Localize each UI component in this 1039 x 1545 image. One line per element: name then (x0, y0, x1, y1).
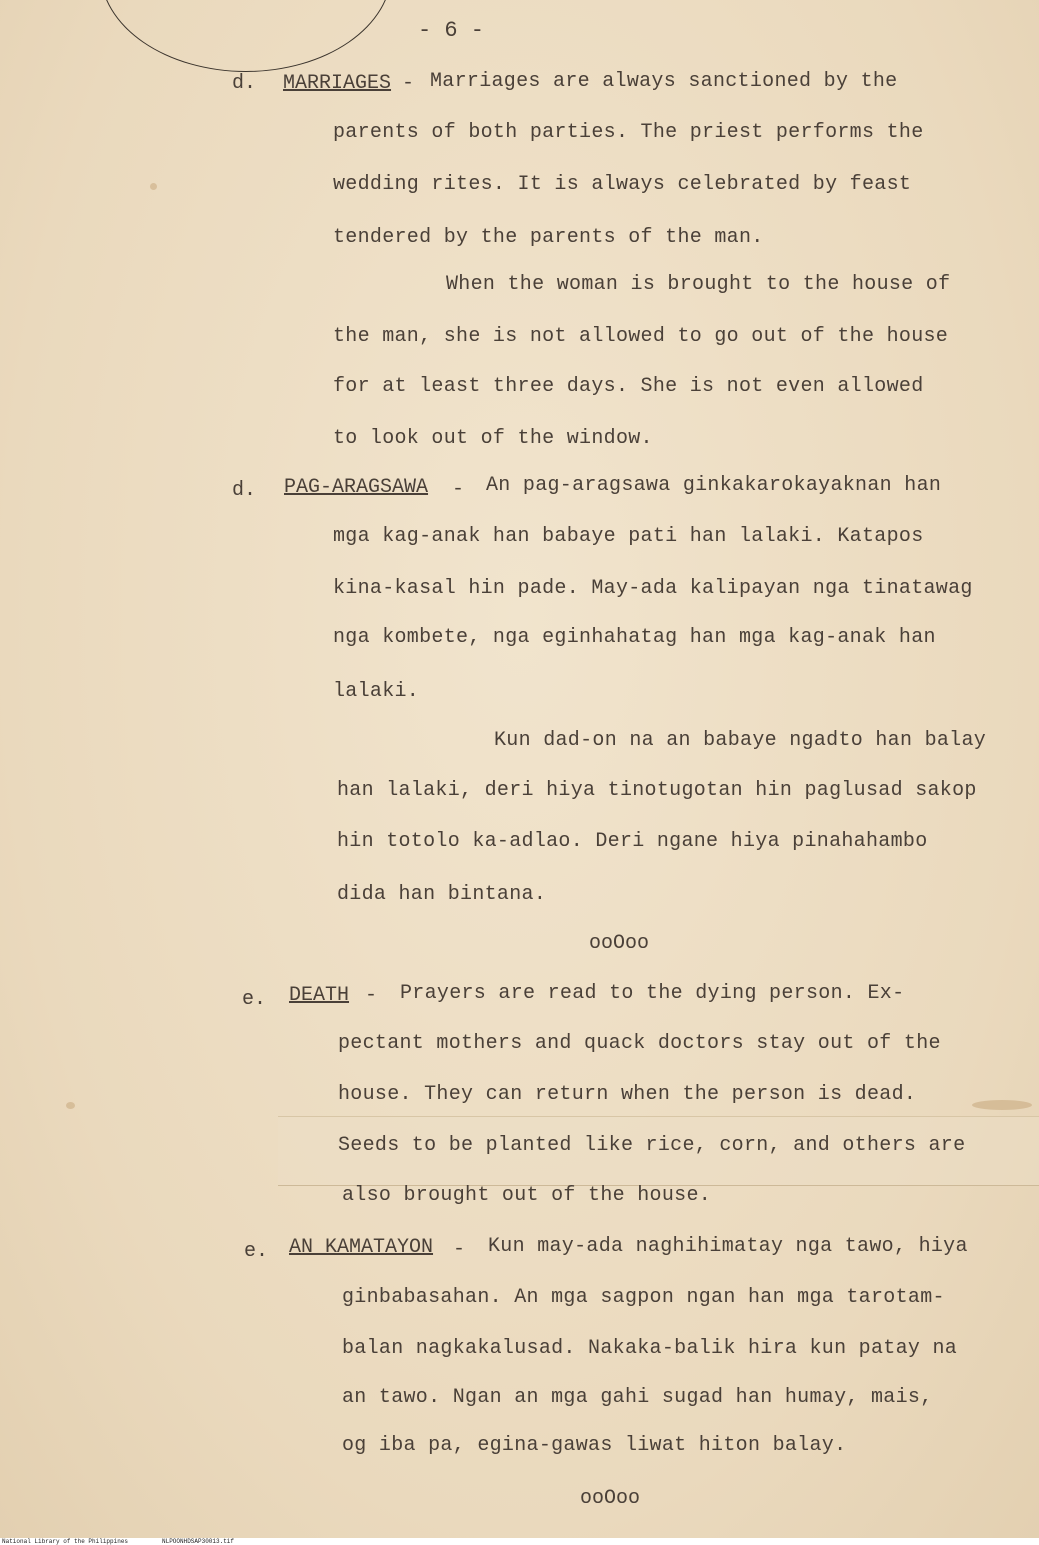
scan-footer (0, 1538, 1039, 1545)
text-line: dida han bintana. (337, 883, 547, 906)
text-line: Kun dad-on na an babaye ngadto han balay (494, 729, 987, 752)
text-line: wedding rites. It is always celebrated by feast (333, 173, 912, 196)
text-line: nga kombete, nga eginhahatag han mga kag-anak han (333, 626, 936, 649)
paper-stain (66, 1102, 75, 1109)
section-heading: MARRIAGES (283, 72, 392, 95)
text-line: Seeds to be planted like rice, corn, and others are (338, 1134, 966, 1157)
section-separator: ooOoo (589, 932, 650, 955)
text-line: balan nagkakalusad. Nakaka-balik hira kun patay na (342, 1337, 958, 1360)
section-dash: - (453, 1238, 466, 1261)
text-line: pectant mothers and quack doctors stay out of the (338, 1032, 941, 1055)
paper-stain (972, 1100, 1032, 1110)
text-line: lalaki. (333, 680, 420, 703)
text-line: an tawo. Ngan an mga gahi sugad han humay, mais, (342, 1386, 933, 1409)
text-line: Kun may-ada naghihimatay nga tawo, hiya (488, 1235, 968, 1258)
section-letter: d. (232, 479, 257, 502)
text-line: hin totolo ka-adlao. Deri ngane hiya pinahahambo (337, 830, 928, 853)
text-line: for at least three days. She is not even allowed (333, 375, 924, 398)
text-line: parents of both parties. The priest performs the (333, 121, 924, 144)
text-line: to look out of the window. (333, 427, 653, 450)
text-line: tendered by the parents of the man. (333, 226, 764, 249)
text-line: When the woman is brought to the house of (446, 273, 951, 296)
text-line: An pag-aragsawa ginkakarokayaknan han (486, 474, 942, 497)
text-line: han lalaki, deri hiya tinotugotan hin paglusad sakop (337, 779, 977, 802)
section-dash: - (365, 984, 378, 1007)
section-heading: DEATH (289, 984, 350, 1007)
section-letter: d. (232, 72, 257, 95)
footer-source: National Library of the Philippines (2, 1538, 129, 1545)
text-line: the man, she is not allowed to go out of the house (333, 325, 949, 348)
section-dash: - (402, 72, 415, 95)
pencil-arc-mark (100, 0, 392, 72)
text-line: ginbabasahan. An mga sagpon ngan han mga tarotam- (342, 1286, 945, 1309)
section-letter: e. (244, 1240, 269, 1263)
page-number: - 6 - (418, 18, 485, 43)
text-line: kina-kasal hin pade. May-ada kalipayan nga tinatawag (333, 577, 973, 600)
section-separator: ooOoo (580, 1487, 641, 1510)
section-letter: e. (242, 988, 267, 1011)
text-line: og iba pa, egina-gawas liwat hiton balay. (342, 1434, 847, 1457)
text-line: Prayers are read to the dying person. Ex- (400, 982, 905, 1005)
section-dash: - (452, 478, 465, 501)
section-heading: AN KAMATAYON (289, 1236, 434, 1259)
text-line: also brought out of the house. (342, 1184, 712, 1207)
text-line: mga kag-anak han babaye pati han lalaki. Katapos (333, 525, 924, 548)
section-heading: PAG-ARAGSAWA (284, 476, 429, 499)
footer-filename: NLPOONHDSAP30013.tif (162, 1538, 235, 1545)
text-line: house. They can return when the person is dead. (338, 1083, 917, 1106)
paper-stain (150, 183, 157, 190)
text-line: Marriages are always sanctioned by the (430, 70, 898, 93)
